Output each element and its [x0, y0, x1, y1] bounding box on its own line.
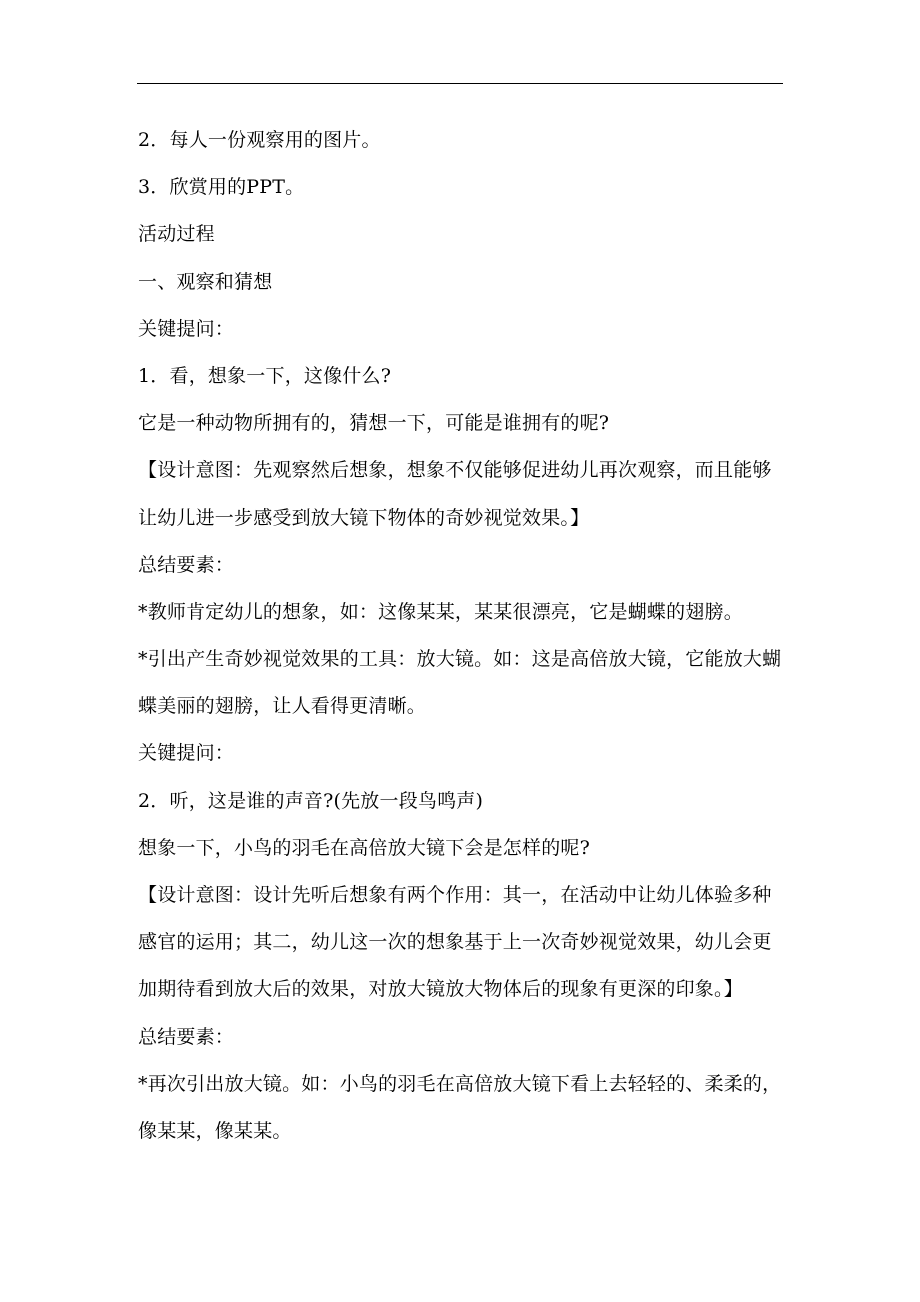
- subsection-heading: 一、观察和猜想: [138, 270, 273, 293]
- text-line: 【设计意图：先观察然后想象，想象不仅能够促进幼儿再次观察，而且能够: [138, 459, 772, 482]
- header-rule: [137, 83, 783, 84]
- text-line: 总结要素：: [138, 553, 235, 576]
- text-line: 像某某，像某某。: [138, 1119, 292, 1142]
- text-line: 关键提问：: [138, 742, 235, 765]
- text-line: 2．听，这是谁的声音?(先放一段鸟鸣声): [138, 789, 484, 812]
- text-line: 【设计意图：设计先听后想象有两个作用：其一，在活动中让幼儿体验多种: [138, 884, 772, 906]
- text-line: 3．欣赏用的PPT。: [138, 176, 305, 199]
- document-body: [138, 117, 788, 1155]
- text-line: *引出产生奇妙视觉效果的工具：放大镜。如：这是高倍放大镜，它能放大蝴: [138, 648, 782, 671]
- text-line: *再次引出放大镜。如：小鸟的羽毛在高倍放大镜下看上去轻轻的、柔柔的，: [138, 1072, 782, 1095]
- text-line: 总结要素：: [138, 1025, 235, 1048]
- text-line: 让幼儿进一步感受到放大镜下物体的奇妙视觉效果。】: [138, 506, 590, 529]
- text-line: 2．每人一份观察用的图片。: [138, 129, 381, 151]
- text-line: *教师肯定幼儿的想象，如：这像某某，某某很漂亮，它是蝴蝶的翅膀。: [138, 600, 743, 623]
- text-line: 想象一下，小鸟的羽毛在高倍放大镜下会是怎样的呢?: [138, 836, 590, 859]
- text-line: 蝶美丽的翅膀，让人看得更清晰。: [138, 695, 427, 718]
- text-line: 1．看，想象一下，这像什么?: [138, 364, 392, 387]
- text-line: 加期待看到放大后的效果，对放大镜放大物体后的现象有更深的印象。】: [138, 978, 743, 1001]
- section-heading: 活动过程: [138, 223, 215, 246]
- text-line: 关键提问：: [138, 317, 235, 340]
- text-line: 感官的运用；其二，幼儿这一次的想象基于上一次奇妙视觉效果，幼儿会更: [138, 931, 772, 954]
- text-line: 它是一种动物所拥有的，猜想一下，可能是谁拥有的呢?: [138, 412, 610, 435]
